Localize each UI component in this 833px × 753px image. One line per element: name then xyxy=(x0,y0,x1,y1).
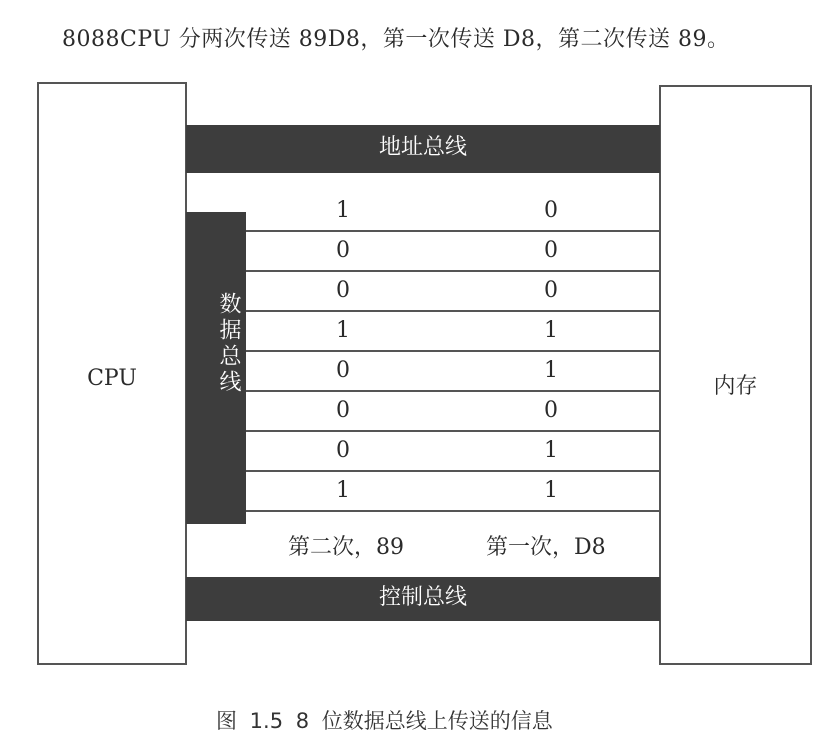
bit-second-transfer: 1 xyxy=(336,478,350,503)
bit-first-transfer: 1 xyxy=(544,478,558,503)
cpu-label: CPU xyxy=(87,366,137,391)
data-line-row xyxy=(246,472,659,512)
data-line-row xyxy=(246,232,659,272)
address-bus-label: 地址总线 xyxy=(378,135,467,160)
bit-first-transfer: 1 xyxy=(544,318,558,343)
control-bus-label: 控制总线 xyxy=(378,585,467,610)
bit-second-transfer: 1 xyxy=(336,198,350,223)
bit-first-transfer: 0 xyxy=(544,198,558,223)
data-line-row xyxy=(246,312,659,352)
control-bus xyxy=(186,577,660,621)
figure-caption: 图 1.5 8 位数据总线上传送的信息 xyxy=(216,709,553,733)
bit-second-transfer: 0 xyxy=(336,238,350,263)
bit-first-transfer: 0 xyxy=(544,278,558,303)
address-bus xyxy=(186,125,660,173)
data-line-row xyxy=(246,272,659,312)
bit-first-transfer: 0 xyxy=(544,398,558,423)
data-bus-label: 数据总线 xyxy=(216,292,241,396)
bit-first-transfer: 0 xyxy=(544,238,558,263)
bit-second-transfer: 0 xyxy=(336,358,350,383)
data-lines xyxy=(246,192,659,514)
bit-second-transfer: 1 xyxy=(336,318,350,343)
data-line-row xyxy=(246,352,659,392)
memory-box xyxy=(659,85,812,665)
intro-text: 8088CPU 分两次传送 89D8，第一次传送 D8，第二次传送 89。 xyxy=(62,27,730,52)
data-line-row xyxy=(246,192,659,232)
data-line-row xyxy=(246,432,659,472)
bit-second-transfer: 0 xyxy=(336,278,350,303)
data-line xyxy=(246,510,659,512)
bit-second-transfer: 0 xyxy=(336,438,350,463)
second-transfer-label: 第二次，89 xyxy=(288,535,404,560)
data-line-row xyxy=(246,392,659,432)
cpu-box xyxy=(37,82,187,665)
bit-first-transfer: 1 xyxy=(544,358,558,383)
first-transfer-label: 第一次，D8 xyxy=(486,535,606,560)
memory-label: 内存 xyxy=(713,374,758,399)
data-bus xyxy=(186,212,246,524)
bit-second-transfer: 0 xyxy=(336,398,350,423)
bit-first-transfer: 1 xyxy=(544,438,558,463)
